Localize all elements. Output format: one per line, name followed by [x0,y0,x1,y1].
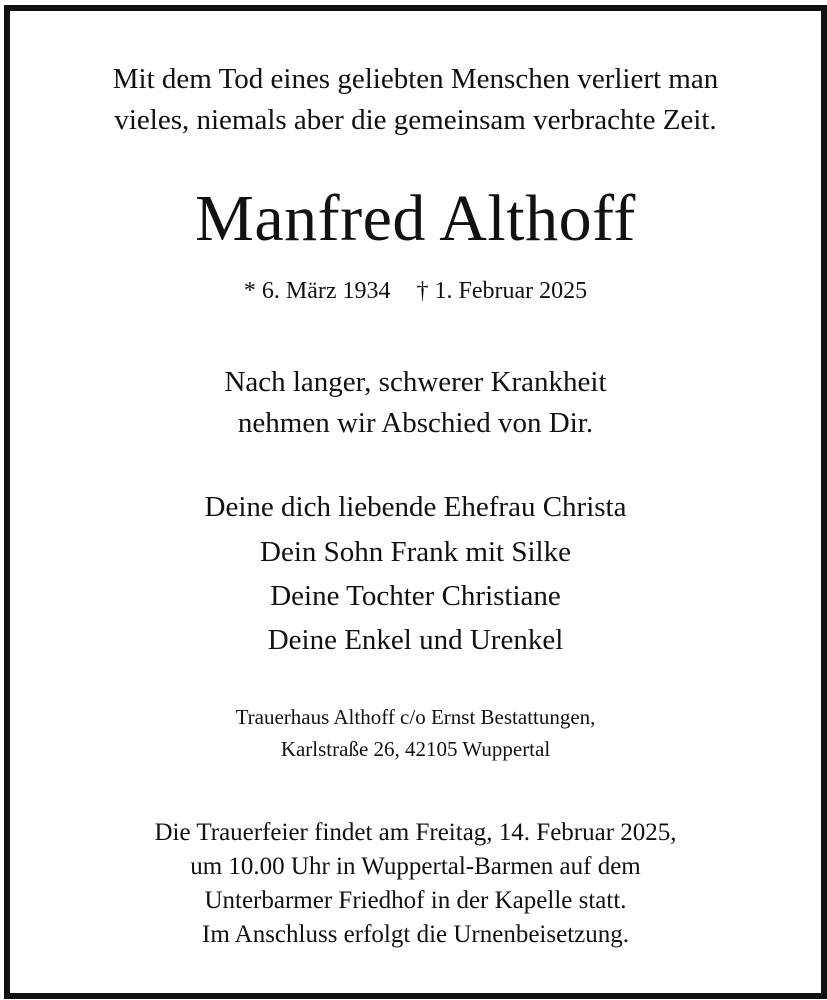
motto-line-2: vieles, niemals aber die gemeinsam verbrachte Zeit. [114,104,717,136]
ceremony-line-1: Die Trauerfeier findet am Freitag, 14. Februar 2025, [154,819,677,846]
ceremony-line-3: Unterbarmer Friedhof in der Kapelle statt. [204,887,627,914]
family-line-2: Dein Sohn Frank mit Silke [260,536,571,568]
family-line-4: Deine Enkel und Urenkel [267,624,564,656]
address-line-2: Karlstraße 26, 42105 Wuppertal [280,737,551,761]
death-date: † 1. Februar 2025 [416,278,588,304]
family-line-1: Deine dich liebende Ehefrau Christa [204,491,627,523]
obituary-frame [4,5,827,999]
ceremony-line-4: Im Anschluss erfolgt die Urnenbeisetzung. [202,921,629,948]
farewell-line-2: nehmen wir Abschied von Dir. [237,407,594,439]
ceremony-line-2: um 10.00 Uhr in Wuppertal-Barmen auf dem [190,853,641,880]
address-line-1: Trauerhaus Althoff c/o Ernst Bestattungen, [235,705,596,729]
motto-line-1: Mit dem Tod eines geliebten Menschen verliert man [112,63,719,95]
family-line-3: Deine Tochter Christiane [270,580,561,612]
deceased-name: Manfred Althoff [195,182,636,255]
obituary-content [10,11,821,993]
birth-date: * 6. März 1934 [243,278,391,304]
farewell-line-1: Nach langer, schwerer Krankheit [224,366,607,398]
life-dates [10,278,821,305]
